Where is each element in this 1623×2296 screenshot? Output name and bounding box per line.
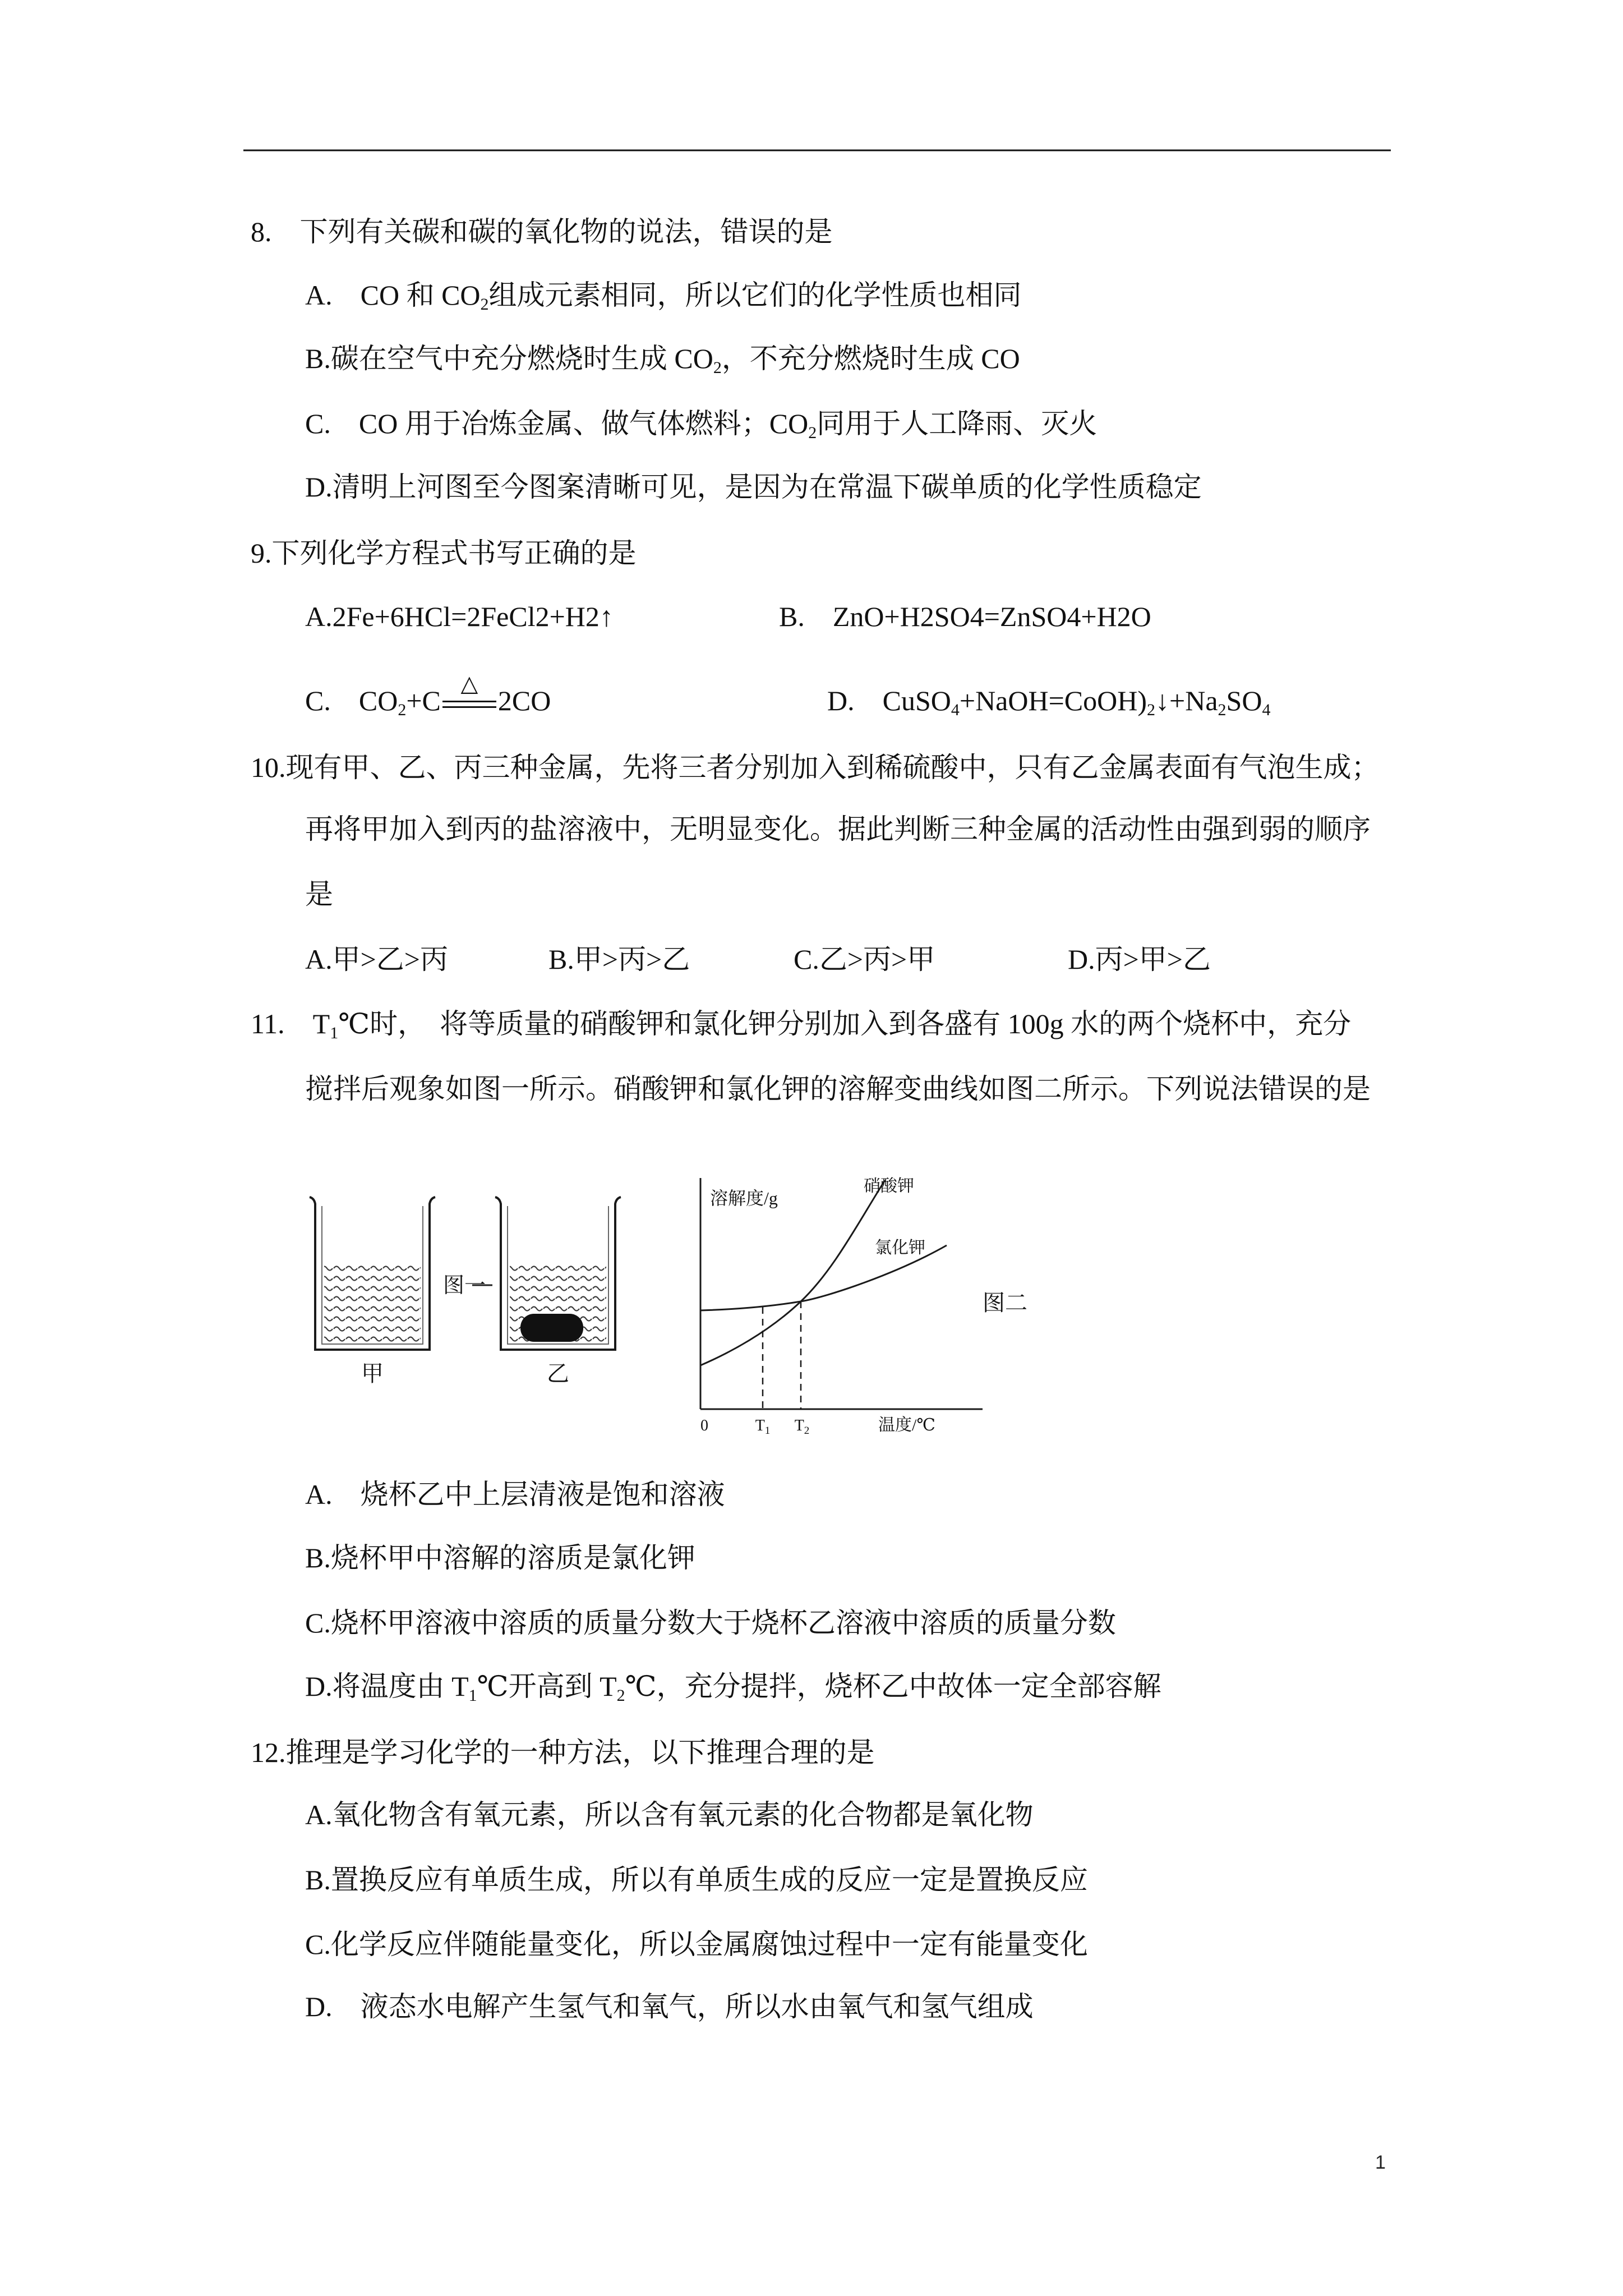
subscript: 2 (808, 424, 817, 442)
q10-option-a (305, 942, 448, 976)
q9-stem (251, 536, 637, 570)
q10-option-c (794, 942, 935, 976)
subscript: 4 (951, 701, 960, 719)
figure-1-caption: 图一 (443, 1274, 486, 1297)
text-run: C.乙>丙>甲 (794, 944, 935, 975)
text-run: A. 烧杯乙中上层清液是饱和溶液 (305, 1479, 725, 1510)
x-axis-label: 温度/℃ (878, 1416, 935, 1434)
subscript: 4 (1262, 701, 1271, 719)
q11-option-a (305, 1478, 725, 1511)
text-run: 10.现有甲、乙、丙三种金属，先将三者分别加入到稀硫酸中，只有乙金属表面有气泡生成； (251, 752, 1380, 783)
figure-1-beakers (310, 1197, 621, 1386)
text-run: +NaOH=CoOH) (959, 685, 1147, 716)
beaker-yi (495, 1197, 621, 1386)
kcl-curve-label: 氯化钾 (875, 1239, 925, 1257)
text-run: 11. T (251, 1008, 330, 1039)
q11-option-d (305, 1669, 1161, 1703)
y-axis-label: 溶解度/g (710, 1188, 778, 1208)
text-run: +C (406, 685, 441, 716)
text-run: D.清明上河图至今图案清晰可见，是因为在常温下碳单质的化学性质稳定 (305, 471, 1202, 503)
subscript: 2 (1218, 701, 1227, 719)
t2-letter: T (794, 1417, 804, 1434)
text-run: C.烧杯甲溶液中溶质的质量分数大于烧杯乙溶液中溶质的质量分数 (305, 1607, 1116, 1639)
equals-line (442, 706, 496, 708)
text-run: SO (1226, 685, 1262, 716)
text-run: 搅拌后观象如图一所示。硝酸钾和氯化钾的溶解变曲线如图二所示。下列说法错误的是 (305, 1073, 1371, 1105)
q12-option-b (305, 1863, 1088, 1897)
text-run: A.2Fe+6HCl=2FeCl2+H2↑ (305, 601, 614, 632)
figure-2-solubility-graph (700, 1177, 983, 1437)
text-run: D.将温度由 T (305, 1671, 469, 1702)
text-run: A.甲>乙>丙 (305, 944, 449, 975)
beaker-jia (310, 1197, 435, 1386)
q10-option-b (548, 942, 690, 976)
q11-option-c (305, 1606, 1116, 1640)
text-run: D. CuSO (827, 685, 951, 716)
subscript: 2 (398, 701, 407, 719)
t1-subscript: 1 (764, 1425, 771, 1437)
subscript: 2 (480, 295, 489, 314)
q9-option-b (779, 600, 1151, 633)
text-run: C. CO (305, 685, 398, 716)
t1-tick-label (755, 1417, 771, 1437)
q11-option-b (305, 1541, 695, 1575)
q8-option-b (305, 342, 1020, 375)
text-run: 再将甲加入到丙的盐溶液中，无明显变化。据此判断三种金属的活动性由强到弱的顺序 (305, 813, 1371, 845)
q11-stem-line-2 (305, 1072, 1371, 1106)
text-run: B.碳在空气中充分燃烧时生成 CO (305, 343, 713, 374)
q9-option-c (305, 670, 551, 719)
undissolved-solid (520, 1314, 583, 1342)
text-run: A. CO 和 CO (305, 279, 481, 311)
text-run: 同用于人工降雨、灭火 (817, 408, 1098, 439)
reaction-condition-equals-sign (442, 670, 496, 715)
heating-condition-symbol: △ (460, 670, 478, 696)
text-run: 8. 下列有关碳和碳的氧化物的说法，错误的是 (251, 216, 833, 247)
text-run: D.丙>甲>乙 (1068, 944, 1211, 975)
q8-stem (251, 215, 833, 249)
q9-option-a (305, 600, 614, 633)
beaker-jia-solution (324, 1262, 421, 1342)
text-run: C.化学反应伴随能量变化，所以金属腐蚀过程中一定有能量变化 (305, 1929, 1088, 1960)
subscript: 1 (330, 1024, 339, 1042)
equals-line (442, 701, 496, 702)
text-run: ，不充分燃烧时生成 CO (721, 343, 1020, 374)
text-run: ↓+Na (1155, 685, 1218, 716)
text-run: B.置换反应有单质生成，所以有单质生成的反应一定是置换反应 (305, 1864, 1088, 1895)
q10-stem-line-3 (305, 877, 333, 911)
text-run: B. ZnO+H2SO4=ZnSO4+H2O (779, 601, 1151, 632)
text-run: ℃开高到 T (477, 1671, 617, 1702)
q12-option-d (305, 1990, 1034, 2023)
subscript: 2 (1147, 701, 1156, 719)
text-run: C. CO 用于冶炼金属、做气体燃料；CO (305, 408, 809, 439)
q8-option-c (305, 407, 1097, 440)
text-run: 9.下列化学方程式书写正确的是 (251, 537, 637, 569)
q10-stem-line-1 (251, 751, 1380, 784)
q8-option-a (305, 278, 1022, 312)
q10-stem-line-2 (305, 812, 1371, 846)
t2-tick-label (795, 1417, 810, 1437)
text-run: B.甲>丙>乙 (548, 944, 690, 975)
q12-option-a (305, 1798, 1034, 1832)
q11-stem-line-1 (251, 1007, 1351, 1041)
beaker-jia-label: 甲 (361, 1361, 384, 1386)
subscript: 2 (713, 358, 722, 377)
text-run: A.氧化物含有氧元素，所以含有氧元素的化合物都是氧化物 (305, 1799, 1034, 1830)
text-run: 是 (305, 878, 333, 910)
q12-option-c (305, 1927, 1088, 1961)
q10-option-d (1068, 942, 1211, 976)
text-run: B.烧杯甲中溶解的溶质是氯化钾 (305, 1542, 695, 1573)
q8-option-d (305, 470, 1202, 504)
subscript: 2 (616, 1686, 625, 1705)
text-run: ℃，充分提拌，烧杯乙中故体一定全部容解 (625, 1671, 1161, 1702)
t1-letter: T (755, 1417, 765, 1434)
beaker-yi-label: 乙 (547, 1361, 569, 1386)
text-run: D. 液态水电解产生氢气和氧气，所以水由氧气和氢气组成 (305, 1991, 1034, 2022)
text-run: ℃时， 将等质量的硝酸钾和氯化钾分别加入到各盛有 100g 水的两个烧杯中，充分 (338, 1008, 1352, 1039)
origin-label: 0 (700, 1417, 708, 1434)
page-number: 1 (1375, 2152, 1386, 2173)
text-run: 12.推理是学习化学的一种方法，以下推理合理的是 (251, 1737, 875, 1768)
text-run: 2CO (497, 685, 551, 716)
q9-option-d (827, 684, 1270, 717)
text-run: 组成元素相同，所以它们的化学性质也相同 (488, 279, 1022, 311)
q12-stem (251, 1736, 875, 1769)
t2-subscript: 2 (804, 1425, 810, 1437)
figure-2-caption: 图二 (983, 1290, 1027, 1315)
subscript: 1 (468, 1686, 477, 1705)
kno3-curve-label: 硝酸钾 (864, 1177, 914, 1195)
